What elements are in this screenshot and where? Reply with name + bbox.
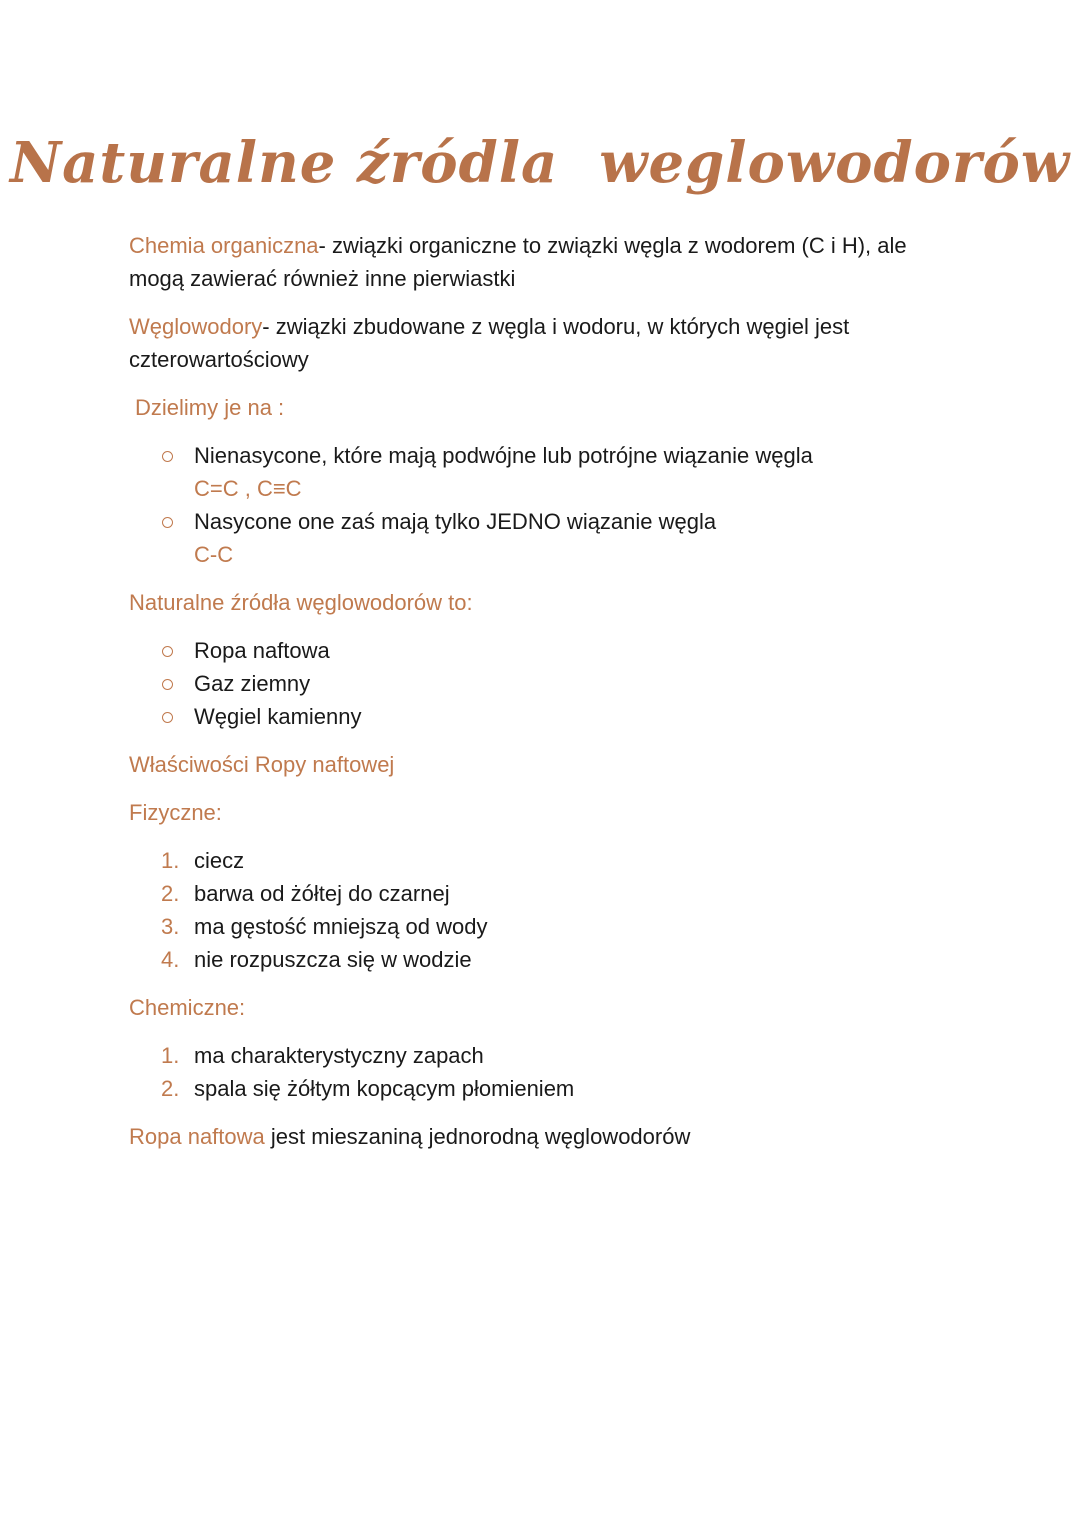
paragraph-chemia-organiczna (129, 229, 949, 295)
paragraph-weglowodory (129, 310, 949, 376)
list-item (129, 910, 949, 943)
heading-zrodla: Naturalne źródła węglowodorów to: (129, 590, 473, 615)
heading-dzielimy: Dzielimy je na : (135, 395, 285, 420)
circle-bullet-icon (162, 712, 173, 723)
list-item-text: Gaz ziemny (194, 671, 311, 696)
heading-chemiczne: Chemiczne: (129, 995, 246, 1020)
list-number: 1. (161, 848, 180, 873)
list-number: 2. (161, 1076, 180, 1101)
list-item-text: ma charakterystyczny zapach (194, 1043, 484, 1068)
term-ropa-naftowa: Ropa naftowa (129, 1124, 265, 1149)
list-physical (129, 844, 949, 976)
list-item-text: spala się żółtym kopcącym płomieniem (194, 1076, 575, 1101)
formula: C=C , C≡C (194, 476, 302, 501)
list-item (129, 1072, 949, 1105)
list-item (129, 700, 949, 733)
term-chemia-organiczna: Chemia organiczna (129, 233, 319, 258)
list-item (129, 943, 949, 976)
list-number: 2. (161, 881, 180, 906)
list-item-text: ma gęstość mniejszą od wody (194, 914, 488, 939)
list-item (129, 667, 949, 700)
circle-bullet-icon (162, 646, 173, 657)
list-item-text: nie rozpuszcza się w wodzie (194, 947, 472, 972)
term-weglowodory: Węglowodory (129, 314, 263, 339)
definition-weglowodory: - związki zbudowane z węgla i wodoru, w których węgiel jest (262, 314, 850, 339)
document-body (129, 229, 949, 1168)
list-item-text: ciecz (194, 848, 245, 873)
list-item-text: barwa od żółtej do czarnej (194, 881, 450, 906)
paragraph-summary (129, 1120, 949, 1153)
circle-bullet-icon (162, 451, 173, 462)
list-item-text: Nasycone one zaś mają tylko JEDNO wiązanie węgla (194, 509, 717, 534)
summary-text: jest mieszaniną jednorodną węglowodorów (264, 1124, 691, 1149)
formula: C-C (194, 542, 234, 567)
heading-wlasciwosci: Właściwości Ropy naftowej (129, 752, 395, 777)
circle-bullet-icon (162, 679, 173, 690)
list-item-text: Nienasycone, które mają podwójne lub potrójne wiązanie węgla (194, 443, 813, 468)
list-item (129, 844, 949, 877)
list-number: 1. (161, 1043, 180, 1068)
list-item (129, 1039, 949, 1072)
list-number: 3. (161, 914, 180, 939)
list-item-text: Ropa naftowa (194, 638, 330, 663)
list-chemical (129, 1039, 949, 1105)
list-sources (129, 634, 949, 733)
list-types (129, 439, 949, 571)
list-item-text: Węgiel kamienny (194, 704, 362, 729)
list-item (129, 505, 949, 571)
page-title: Naturalne źródla weglowodorów (9, 130, 1071, 196)
emphasis-czterowartosciowy: czterowartościowy (129, 347, 309, 372)
list-item (129, 439, 949, 505)
list-item (129, 634, 949, 667)
heading-fizyczne: Fizyczne: (129, 800, 222, 825)
definition-chemia-organiczna: - związki organiczne to związki węgla z wodorem (C i H), ale mogą zawierać również inne pierwiastki (129, 233, 907, 291)
circle-bullet-icon (162, 517, 173, 528)
list-item (129, 877, 949, 910)
list-number: 4. (161, 947, 180, 972)
